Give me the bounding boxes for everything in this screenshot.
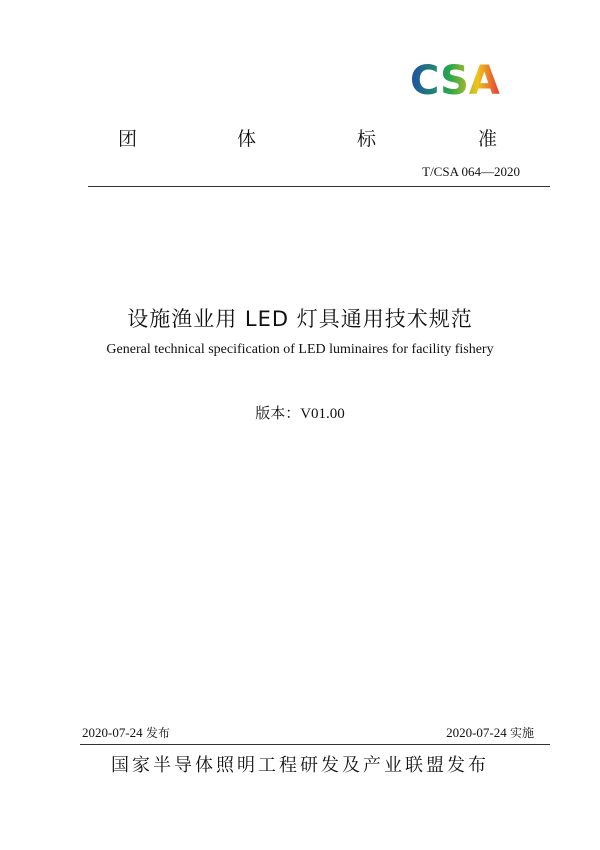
implement-date: 2020-07-24 — [446, 725, 507, 740]
publish-label: 发布 — [145, 726, 170, 740]
standard-type-char: 准 — [478, 128, 498, 150]
standard-type — [0, 124, 600, 154]
publisher: 国家半导体照明工程研发及产业联盟发布 — [111, 755, 489, 776]
logo-text: CSA — [410, 58, 500, 100]
csa-logo — [408, 58, 522, 100]
standard-code: T/CSA 064—2020 — [422, 164, 520, 179]
version-value: V01.00 — [300, 406, 345, 422]
publish-date: 2020-07-24 — [82, 725, 143, 740]
implement-date-block — [446, 724, 534, 741]
version-line — [0, 402, 600, 423]
header-divider — [88, 186, 550, 187]
standard-type-char: 团 — [118, 128, 138, 150]
standard-type-char: 标 — [357, 128, 377, 150]
standard-type-char: 体 — [237, 128, 257, 150]
document-title-en: General technical specification of LED luminaires for facility fishery — [106, 342, 494, 357]
publish-date-block — [82, 724, 170, 741]
document-title-zh: 设施渔业用 LED 灯具通用技术规范 — [127, 307, 473, 331]
implement-label: 实施 — [509, 726, 534, 740]
version-label: 版本： — [255, 404, 301, 422]
footer-divider — [80, 744, 550, 745]
